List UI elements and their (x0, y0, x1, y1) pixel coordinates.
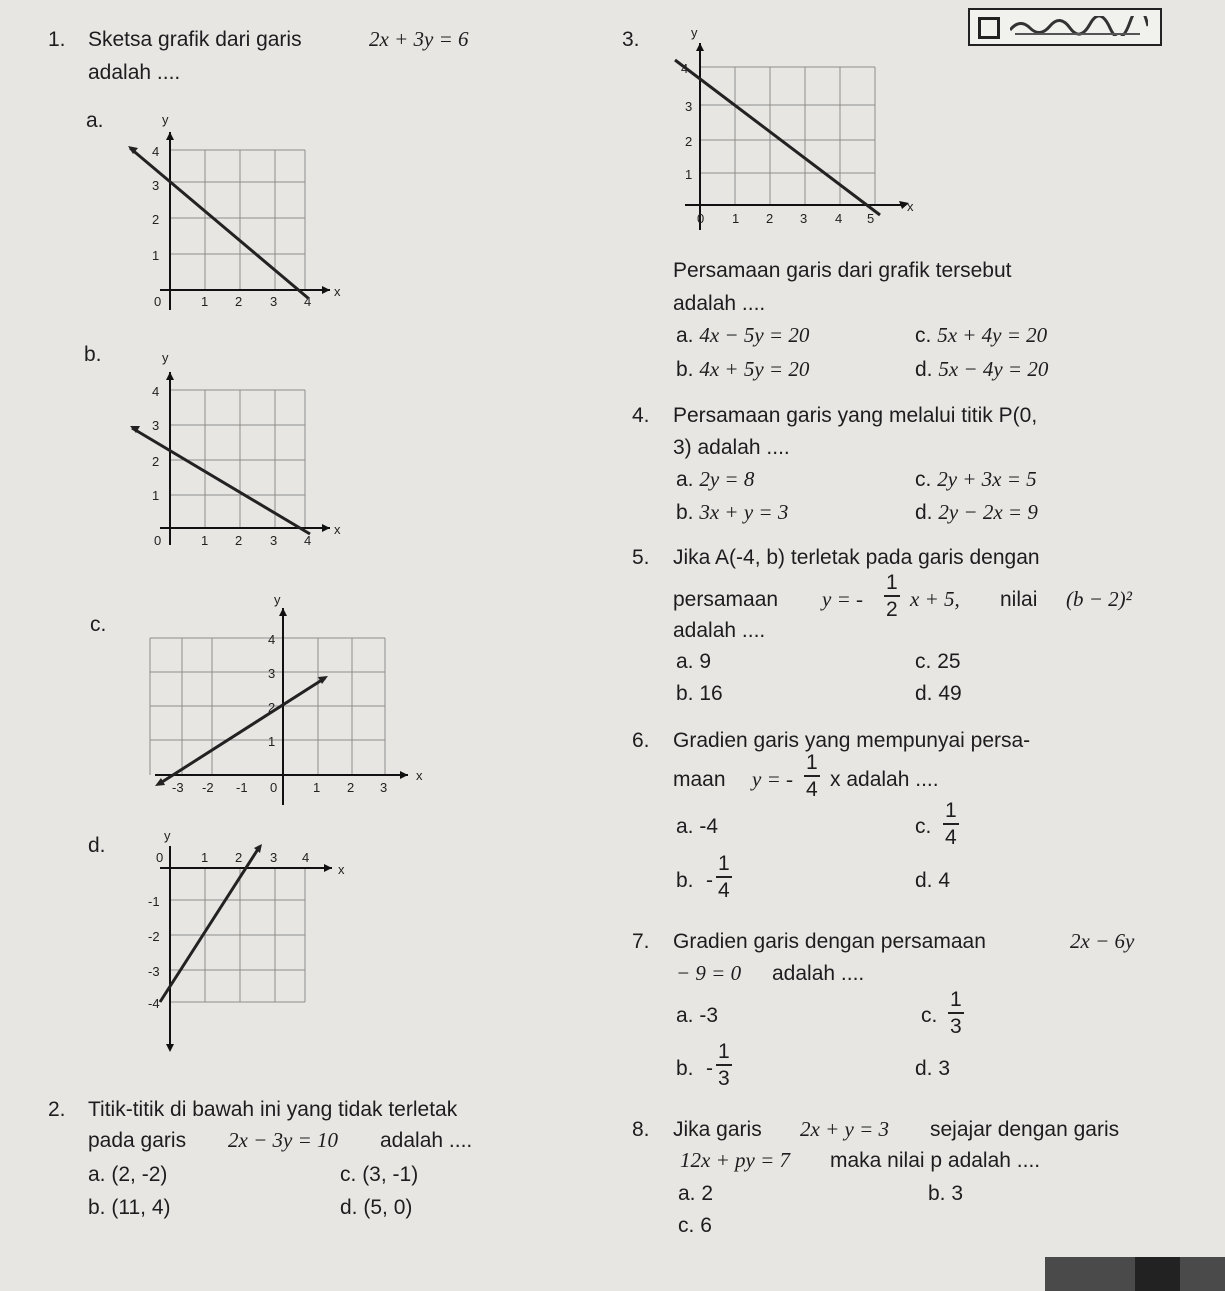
q2-line2-pre: pada garis (88, 1129, 187, 1152)
graph-b-xtick-3: 3 (270, 533, 278, 548)
q8-option-a[interactable] (678, 1181, 713, 1206)
graph-q3-ytick-4: 4 (681, 61, 689, 76)
q2-option-c-value: (3, -1) (362, 1163, 419, 1186)
q1-option-b-label[interactable]: b. (84, 343, 102, 366)
graph-d-x-label: x (338, 862, 345, 877)
q5-option-a-value: 9 (699, 650, 712, 673)
q7-option-c-fraction[interactable] (948, 989, 964, 1037)
q2-equation: 2x − 3y = 10 (228, 1128, 338, 1152)
q5-frac-num: 1 (884, 572, 900, 597)
graph-c-xtick-neg1: -1 (236, 780, 248, 795)
q7-option-c-label[interactable]: c. (921, 1004, 938, 1027)
q6-option-a-value: -4 (699, 815, 719, 838)
graph-b-ytick-4: 4 (152, 384, 160, 399)
q7-option-a-value: -3 (699, 1004, 719, 1027)
q4-option-a-label: a. (676, 468, 694, 491)
graph-d (120, 830, 360, 1060)
graph-c-line (162, 678, 325, 782)
graph-a-xtick-0: 0 (154, 294, 162, 309)
graph-a-grid (170, 150, 305, 290)
graph-c-x-arrow (400, 771, 408, 779)
q5-option-d-label: d. (915, 682, 933, 705)
q8-option-c-value: 3 (951, 1182, 964, 1205)
q3-line1: Persamaan garis dari grafik tersebut (673, 259, 1012, 282)
graph-b-line (132, 428, 310, 534)
graph-q3-x-label: x (907, 199, 914, 214)
q5-option-b-value: 16 (699, 682, 723, 705)
graph-c-ytick-3: 3 (268, 666, 276, 681)
graph-a-x-arrow (322, 286, 330, 294)
graph-b-y-arrow (166, 372, 174, 380)
q4-option-b-label: b. (676, 501, 694, 524)
q8-line1-pre: Jika garis (673, 1118, 762, 1141)
q5-option-c[interactable] (915, 649, 961, 674)
q3-option-a-label: a. (676, 324, 694, 347)
q4-line2: 3) adalah .... (673, 436, 790, 459)
graph-b-ytick-2: 2 (152, 454, 160, 469)
page-corner-shadow (1045, 1257, 1225, 1291)
graph-a-ytick-4: 4 (152, 144, 160, 159)
q5-frac-den: 2 (886, 598, 898, 621)
q4-option-b[interactable] (676, 500, 788, 525)
q8-option-a-value: 2 (701, 1182, 714, 1205)
graph-b-xtick-4: 4 (304, 533, 312, 548)
graph-d-xtick-4: 4 (302, 850, 310, 865)
q4-option-c-label: c. (915, 468, 932, 491)
q8-option-b-value: 6 (700, 1214, 712, 1237)
graph-a (120, 110, 360, 330)
q8-option-a-label: a. (678, 1182, 696, 1205)
graph-b-x-arrow (322, 524, 330, 532)
q7-option-a[interactable] (676, 1003, 718, 1028)
graph-a-ytick-1: 1 (152, 248, 160, 263)
q7-eq1: 2x − 6y (1070, 929, 1135, 953)
q1-text: Sketsa grafik dari garis (88, 28, 302, 51)
q1-adalah: adalah .... (88, 61, 181, 84)
q4-option-b-value: 3x + y = 3 (699, 500, 789, 524)
graph-d-line (160, 846, 260, 1002)
q8-option-b-label: c. (678, 1214, 695, 1237)
graph-q3-xtick-2: 2 (766, 211, 774, 226)
q7-option-b-label[interactable]: b. (676, 1057, 694, 1080)
q5-option-d-value: 49 (938, 682, 962, 705)
q8-option-c-label: b. (928, 1182, 946, 1205)
graph-q3-ytick-3: 3 (685, 99, 693, 114)
q7-option-b-den: 3 (718, 1067, 730, 1090)
q8-option-b[interactable] (678, 1213, 712, 1238)
graph-b-xtick-1: 1 (201, 533, 209, 548)
q7-option-b-num: 1 (716, 1041, 732, 1066)
graph-c-xtick-neg2: -2 (202, 780, 214, 795)
q6-maan: maan (673, 768, 726, 791)
graph-q3 (645, 25, 925, 245)
graph-c-ytick-4: 4 (268, 632, 276, 647)
q5-option-c-value: 25 (937, 650, 961, 673)
q4-option-a-value: 2y = 8 (699, 467, 755, 491)
q4-option-a[interactable] (676, 467, 754, 492)
q6-option-d-value: 4 (938, 869, 951, 892)
q3-option-c[interactable] (915, 323, 1047, 348)
q5-option-c-label: c. (915, 650, 932, 673)
q2-option-b-value: (11, 4) (111, 1196, 171, 1219)
graph-d-xtick-1: 1 (201, 850, 209, 865)
q5-fraction (884, 572, 900, 620)
q6-frac-den: 4 (806, 778, 818, 801)
q5-option-b-label: b. (676, 682, 694, 705)
q2-option-c-label: c. (340, 1163, 357, 1186)
graph-b-xtick-2: 2 (235, 533, 243, 548)
q2-option-d-value: (5, 0) (363, 1196, 413, 1219)
q5-option-a-label: a. (676, 650, 694, 673)
q8-eq2: 12x + py = 7 (680, 1148, 790, 1172)
q5-line1: Jika A(-4, b) terletak pada garis dengan (673, 546, 1040, 569)
q2-option-b-label: b. (88, 1196, 106, 1219)
q2-option-a[interactable] (88, 1162, 167, 1187)
q5-option-b[interactable] (676, 681, 723, 706)
q1-option-a-label[interactable]: a. (86, 109, 104, 132)
graph-d-y-arrow-down (166, 1044, 174, 1052)
graph-q3-grid (700, 67, 875, 205)
q3-option-d-label: d. (915, 358, 933, 381)
q1-option-c-label[interactable]: c. (90, 613, 107, 636)
graph-d-ytick-neg4: -4 (148, 996, 160, 1011)
q7-option-b-sign: - (706, 1057, 713, 1080)
graph-b-grid (170, 390, 305, 528)
q3-option-b-label: b. (676, 358, 694, 381)
q6-option-b-fraction[interactable] (716, 853, 732, 901)
graph-c-xtick-1: 1 (313, 780, 321, 795)
graph-q3-y-label: y (691, 25, 698, 40)
graph-c-xtick-3: 3 (380, 780, 388, 795)
graph-a-xtick-2: 2 (235, 294, 243, 309)
graph-c-y-label: y (274, 592, 281, 607)
q6-eq-pre: y = - (752, 767, 793, 791)
graph-d-y-label: y (164, 828, 171, 843)
q3-option-b-value: 4x + 5y = 20 (699, 357, 810, 381)
graph-b-ytick-3: 3 (152, 418, 160, 433)
publisher-logo (968, 8, 1162, 46)
q6-fraction (804, 752, 820, 800)
graph-c-xtick-neg3: -3 (172, 780, 184, 795)
q6-option-c-num: 1 (943, 800, 959, 825)
graph-d-xtick-3: 3 (270, 850, 278, 865)
q7-option-c-den: 3 (950, 1015, 962, 1038)
q8-number: 8. (632, 1118, 650, 1141)
q3-option-d-value: 5x − 4y = 20 (938, 357, 1049, 381)
graph-d-x-arrow (324, 864, 332, 872)
q7-line2-post: adalah .... (772, 962, 865, 985)
q6-frac-num: 1 (804, 752, 820, 777)
q1-option-d-label[interactable]: d. (88, 834, 106, 857)
q3-option-b[interactable] (676, 357, 809, 382)
q4-line1: Persamaan garis yang melalui titik P(0, (673, 404, 1038, 427)
graph-a-xtick-4: 4 (304, 294, 312, 309)
q1-equation: 2x + 3y = 6 (369, 27, 469, 51)
q4-option-d-label: d. (915, 501, 933, 524)
q7-option-d-value: 3 (938, 1057, 951, 1080)
graph-q3-xtick-1: 1 (732, 211, 740, 226)
q7-line2: − 9 = 0 (676, 961, 742, 985)
graph-a-ytick-2: 2 (152, 212, 160, 227)
logo-square-icon (978, 17, 1000, 39)
graph-q3-xtick-3: 3 (800, 211, 808, 226)
graph-d-ytick-neg1: -1 (148, 894, 160, 909)
q2-option-a-value: (2, -2) (111, 1163, 168, 1186)
q6-option-b-den: 4 (718, 879, 730, 902)
graph-d-xtick-2: 2 (235, 850, 243, 865)
graph-a-xtick-1: 1 (201, 294, 209, 309)
logo-scribble-icon (1010, 16, 1148, 36)
q7-line1: Gradien garis dengan persamaan (673, 930, 986, 953)
graph-q3-line (675, 60, 880, 215)
graph-b (120, 350, 360, 560)
graph-b-y-label: y (162, 350, 169, 365)
q8-option-c[interactable] (928, 1181, 963, 1206)
q5-persamaan: persamaan (673, 588, 779, 611)
graph-a-xtick-3: 3 (270, 294, 278, 309)
graph-d-ytick-neg2: -2 (148, 929, 160, 944)
q7-option-a-label: a. (676, 1004, 694, 1027)
q6-option-c-fraction[interactable] (943, 800, 959, 848)
q4-option-d-value: 2y − 2x = 9 (938, 500, 1038, 524)
graph-d-grid (170, 868, 305, 1002)
q6-number: 6. (632, 729, 650, 752)
graph-a-ytick-3: 3 (152, 178, 160, 193)
q3-option-a[interactable] (676, 323, 809, 348)
q3-number: 3. (622, 28, 640, 51)
q5-line3: adalah .... (673, 619, 766, 642)
q5-number: 5. (632, 546, 650, 569)
q5-eq-post: x + 5, (910, 587, 960, 611)
graph-c-ytick-2: 2 (268, 700, 276, 715)
graph-c-x-label: x (416, 768, 423, 783)
q6-option-c-den: 4 (945, 826, 957, 849)
graph-c-y-arrow (279, 608, 287, 616)
q6-option-b-num: 1 (716, 853, 732, 878)
q4-option-c[interactable] (915, 467, 1037, 492)
q8-line1-post: sejajar dengan garis (930, 1118, 1120, 1141)
q5-expr: (b − 2)² (1066, 587, 1132, 611)
q6-option-a[interactable] (676, 814, 718, 839)
q2-option-d-label: d. (340, 1196, 358, 1219)
q3-option-d[interactable] (915, 357, 1048, 382)
graph-c-ytick-1: 1 (268, 734, 276, 749)
q6-line1: Gradien garis yang mempunyai persa- (673, 729, 1031, 752)
graph-q3-xtick-0: 0 (697, 211, 705, 226)
q7-option-b-fraction[interactable] (716, 1041, 732, 1089)
q7-option-c-num: 1 (948, 989, 964, 1014)
q6-eq-post: x adalah .... (830, 768, 939, 791)
q2-option-a-label: a. (88, 1163, 106, 1186)
graph-b-xtick-0: 0 (154, 533, 162, 548)
graph-a-y-arrow (166, 132, 174, 140)
graph-a-x-label: x (334, 284, 341, 299)
q6-option-b-sign: - (706, 869, 713, 892)
q8-eq1: 2x + y = 3 (800, 1117, 889, 1141)
graph-d-ytick-neg3: -3 (148, 964, 160, 979)
graph-b-x-label: x (334, 522, 341, 537)
q7-number: 7. (632, 930, 650, 953)
graph-a-y-label: y (162, 112, 169, 127)
graph-q3-y-arrow (696, 43, 704, 51)
q2-option-b[interactable] (88, 1195, 171, 1220)
graph-c-xtick-0: 0 (270, 780, 278, 795)
q7-option-d[interactable] (915, 1056, 950, 1081)
q3-option-c-value: 5x + 4y = 20 (937, 323, 1048, 347)
q1-number: 1. (48, 28, 66, 51)
q2-option-c[interactable] (340, 1162, 418, 1187)
graph-q3-ytick-2: 2 (685, 134, 693, 149)
graph-c (140, 590, 440, 810)
graph-q3-xtick-4: 4 (835, 211, 843, 226)
q2-number: 2. (48, 1098, 66, 1121)
graph-c-xtick-2: 2 (347, 780, 355, 795)
q6-option-b-label[interactable]: b. (676, 869, 694, 892)
q3-option-a-value: 4x − 5y = 20 (699, 323, 810, 347)
q4-option-c-value: 2y + 3x = 5 (937, 467, 1037, 491)
q2-line1: Titik-titik di bawah ini yang tidak terletak (88, 1098, 458, 1121)
q6-option-d-label: d. (915, 869, 933, 892)
q2-line2-post: adalah .... (380, 1129, 473, 1152)
q4-option-d[interactable] (915, 500, 1038, 525)
q4-number: 4. (632, 404, 650, 427)
q6-option-a-label: a. (676, 815, 694, 838)
q6-option-c-label[interactable]: c. (915, 815, 932, 838)
q5-eq-pre: y = - (822, 587, 863, 611)
q8-line2-post: maka nilai p adalah .... (830, 1149, 1041, 1172)
q2-option-d[interactable] (340, 1195, 412, 1220)
q7-option-d-label: d. (915, 1057, 933, 1080)
graph-q3-ytick-1: 1 (685, 167, 693, 182)
graph-q3-xtick-5: 5 (867, 211, 875, 226)
graph-b-ytick-1: 1 (152, 488, 160, 503)
q5-option-a[interactable] (676, 649, 711, 674)
q6-option-d[interactable] (915, 868, 950, 893)
q3-line2: adalah .... (673, 292, 766, 315)
q3-option-c-label: c. (915, 324, 932, 347)
q5-nilai: nilai (1000, 588, 1038, 611)
graph-d-xtick-0: 0 (156, 850, 164, 865)
q5-option-d[interactable] (915, 681, 962, 706)
